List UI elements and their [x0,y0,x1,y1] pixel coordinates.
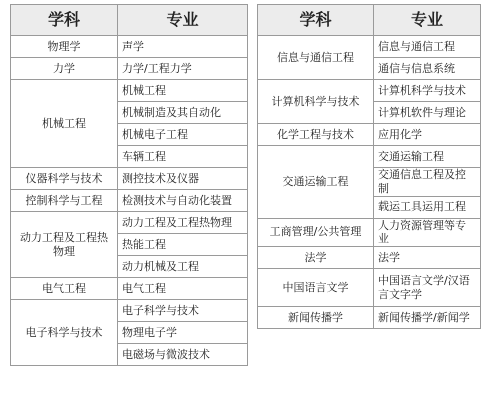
subject-cell: 电子科学与技术 [11,300,118,366]
subject-cell: 力学 [11,58,118,80]
major-cell: 检测技术与自动化装置 [118,190,248,212]
major-cell: 车辆工程 [118,146,248,168]
major-cell: 机械制造及其自动化 [118,102,248,124]
table-row [258,36,481,58]
subject-cell: 电气工程 [11,278,118,300]
table-row [258,307,481,329]
major-cell: 电子科学与技术 [118,300,248,322]
subject-header: 学科 [258,5,374,36]
table-row [11,300,248,322]
major-cell: 交通运输工程 [374,146,481,168]
subject-cell: 工商管理/公共管理 [258,218,374,247]
table-row [258,269,481,307]
subject-cell: 动力工程及工程热物理 [11,212,118,278]
left-subject-table [10,4,248,366]
major-cell: 计算机软件与理论 [374,102,481,124]
major-cell: 交通信息工程及控制 [374,168,481,197]
table-row [11,80,248,102]
table-row [11,168,248,190]
major-cell: 法学 [374,247,481,269]
major-cell: 机械工程 [118,80,248,102]
table-row [258,80,481,102]
major-header: 专业 [118,5,248,36]
table-row [11,58,248,80]
major-cell: 人力资源管理等专业 [374,218,481,247]
subject-cell: 化学工程与技术 [258,124,374,146]
table-row [258,124,481,146]
table-row [258,247,481,269]
subject-cell: 计算机科学与技术 [258,80,374,124]
header-row [258,5,481,36]
major-cell: 电气工程 [118,278,248,300]
subject-cell: 中国语言文学 [258,269,374,307]
subject-cell: 新闻传播学 [258,307,374,329]
subject-cell: 机械工程 [11,80,118,168]
major-cell: 新闻传播学/新闻学 [374,307,481,329]
subject-cell: 法学 [258,247,374,269]
table-row [11,190,248,212]
table-row [258,146,481,168]
major-header: 专业 [374,5,481,36]
major-cell: 信息与通信工程 [374,36,481,58]
major-cell: 测控技术及仪器 [118,168,248,190]
subject-cell: 控制科学与工程 [11,190,118,212]
major-cell: 动力机械及工程 [118,256,248,278]
major-cell: 机械电子工程 [118,124,248,146]
right-subject-table [257,4,481,329]
major-cell: 动力工程及工程热物理 [118,212,248,234]
table-row [258,218,481,247]
table-row [11,278,248,300]
major-cell: 电磁场与微波技术 [118,344,248,366]
subject-cell: 仪器科学与技术 [11,168,118,190]
major-cell: 通信与信息系统 [374,58,481,80]
table-row [11,36,248,58]
major-cell: 计算机科学与技术 [374,80,481,102]
subject-cell: 交通运输工程 [258,146,374,219]
major-cell: 声学 [118,36,248,58]
major-cell: 中国语言文学/汉语言文字学 [374,269,481,307]
table-row [11,212,248,234]
major-cell: 应用化学 [374,124,481,146]
subject-cell: 物理学 [11,36,118,58]
header-row [11,5,248,36]
subject-cell: 信息与通信工程 [258,36,374,80]
major-cell: 热能工程 [118,234,248,256]
major-cell: 物理电子学 [118,322,248,344]
major-cell: 力学/工程力学 [118,58,248,80]
major-cell: 载运工具运用工程 [374,196,481,218]
subject-header: 学科 [11,5,118,36]
